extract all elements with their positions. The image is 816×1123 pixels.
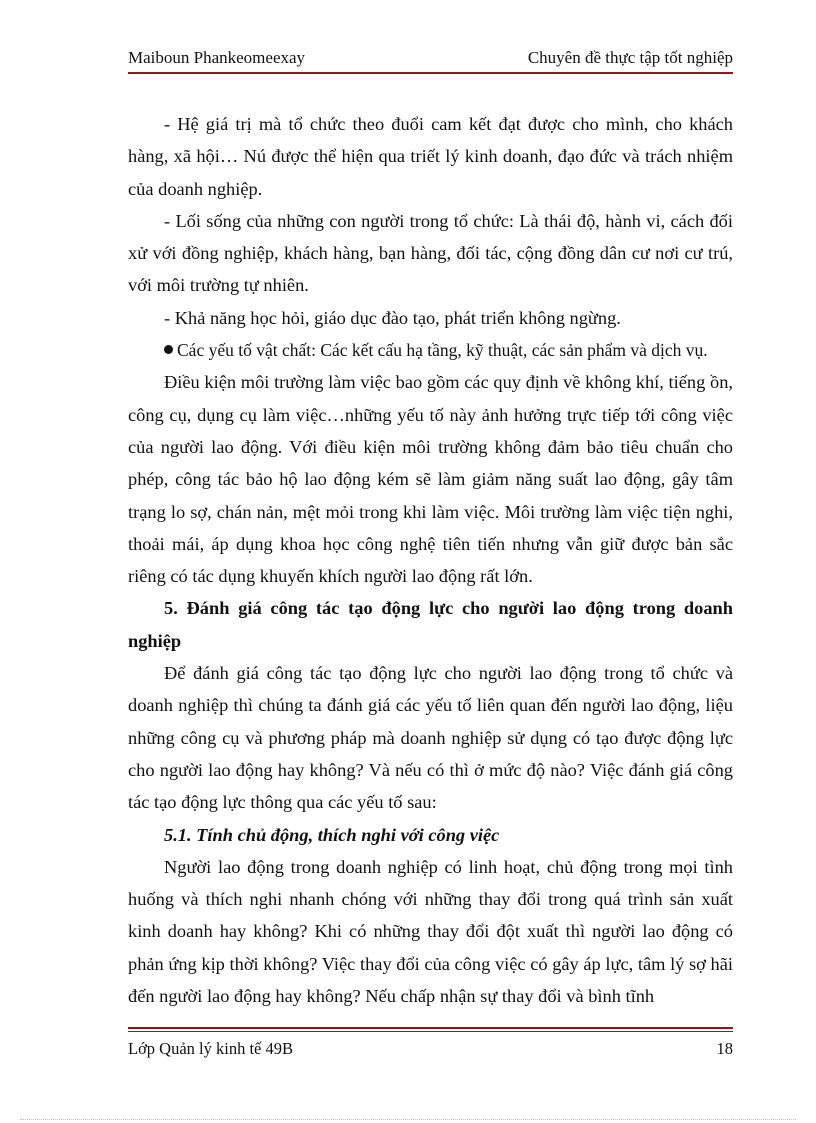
bullet-material-text: Các yếu tố vật chất: Các kết cấu hạ tầng, kỹ thuật, các sản phẩm và dịch vụ. (177, 340, 708, 361)
header-author: Maiboun Phankeomeexay (128, 48, 306, 67)
paragraph-lifestyle: - Lối sống của những con người trong tổ chức: Là thái độ, hành vi, cách đối xử với đồng nghiệp, khách hàng, bạn hàng, đối tác, cộng đồng dân cư nơi cư trú, với môi trường tự nhiên. (128, 210, 733, 296)
subsection-heading-5-1: 5.1. Tính chủ động, thích nghi với công việc (164, 824, 500, 845)
page-footer (128, 1039, 733, 1061)
paragraph-adaptability: Người lao động trong doanh nghiệp có linh hoạt, chủ động trong mọi tình huống và thích nghi nhanh chóng với những thay đổi trong quá trình sản xuất kinh doanh hay không? Khi có những thay đổi đột xuất thì người lao động có phản ứng kịp thời không? Việc thay đổi của công việc có gây áp lực, tâm lý sợ hãi đến người lao động hay không? Nếu chấp nhận sự thay đổi và bình tĩnh (128, 856, 733, 1007)
bullet-material-factors (128, 334, 733, 366)
page-number: 18 (716, 1039, 733, 1058)
section-heading-5: 5. Đánh giá công tác tạo động lực cho người lao động trong doanh nghiệp (128, 598, 733, 651)
header-rule (128, 72, 733, 74)
page-edge-dots (20, 1119, 796, 1121)
page-header (128, 48, 733, 70)
bullet-icon (164, 345, 173, 354)
document-body (128, 108, 733, 1012)
paragraph-value-system: - Hệ giá trị mà tổ chức theo đuổi cam kết đạt được cho mình, cho khách hàng, xã hội… Nú được thể hiện qua triết lý kinh doanh, đạo đức và trách nhiệm của doanh nghiệp. (128, 114, 733, 199)
paragraph-evaluation: Để đánh giá công tác tạo động lực cho người lao động trong tổ chức và doanh nghiệp thì chúng ta đánh giá các yếu tố liên quan đến người lao động, liệu những công cụ và phương pháp mà doanh nghiệp sử dụng có tạo được động lực cho người lao động hay không? Và nếu có thì ở mức độ nào? Việc đánh giá công tác tạo động lực thông qua các yếu tố sau: (128, 663, 733, 813)
paragraph-learning: - Khả năng học hỏi, giáo dục đào tạo, phát triển không ngừng. (164, 307, 621, 328)
footer-rule-bottom (128, 1031, 733, 1032)
paragraph-work-environment: Điều kiện môi trường làm việc bao gồm các quy định về không khí, tiếng ồn, công cụ, dụng cụ làm việc…những yếu tố này ảnh hưởng trực tiếp tới công việc của người lao động. Với điều kiện môi trường không đảm bảo tiêu chuẩn cho phép, công tác bảo hộ lao động kém sẽ làm giảm năng suất lao động, gây tâm trạng lo sợ, chán nản, mệt mỏi trong khi làm việc. Môi trường làm việc tiện nghi, thoải mái, áp dụng khoa học công nghệ tiên tiến nhưng vẫn giữ được bản sắc riêng có tác dụng khuyến khích người lao động rất lớn. (128, 372, 733, 587)
footer-rule-top (128, 1027, 733, 1029)
header-title: Chuyên đề thực tập tốt nghiệp (527, 48, 733, 67)
footer-class-name: Lớp Quản lý kinh tế 49B (128, 1039, 293, 1058)
